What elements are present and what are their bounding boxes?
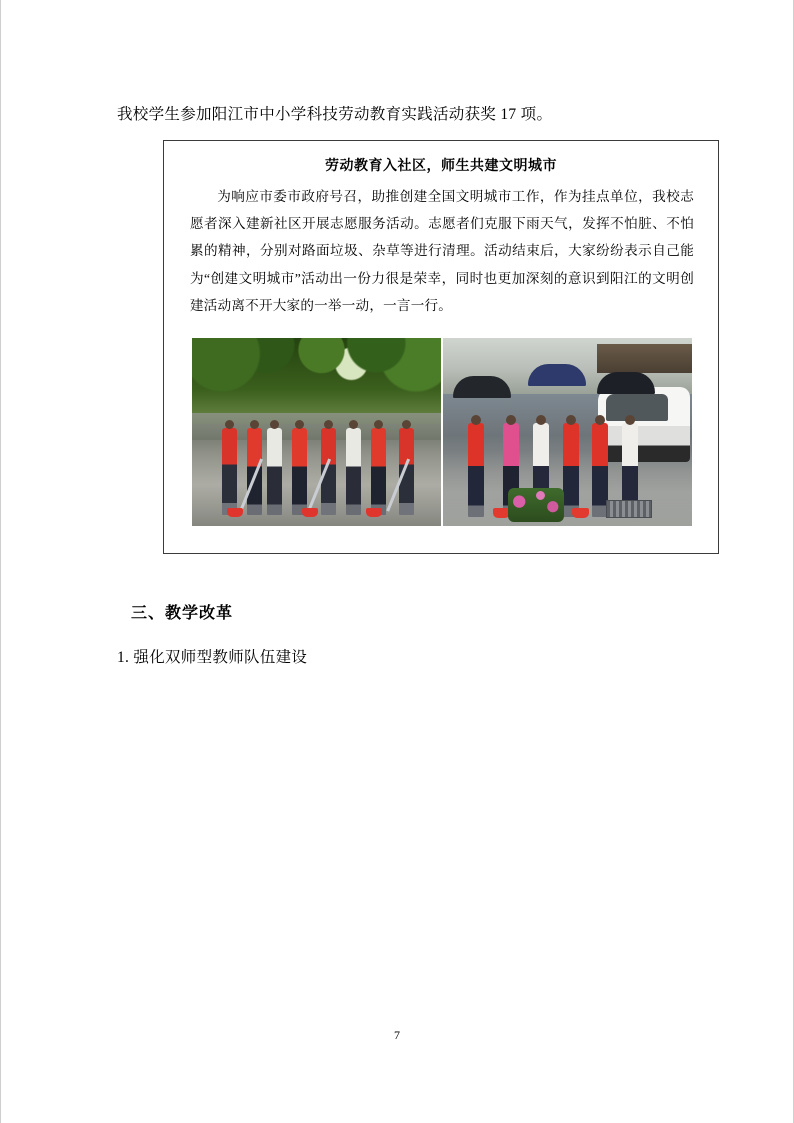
umbrella [597, 372, 655, 394]
photo-volunteers-sweeping-road [192, 338, 441, 526]
subsection-heading: 1. 强化双师型教师队伍建设 [117, 649, 308, 666]
volunteer-figure [267, 428, 282, 514]
roadside-flowers [508, 488, 564, 522]
photo-pair [192, 338, 692, 526]
dustpan [572, 508, 589, 518]
callout-paragraph: 为响应市委市政府号召，助推创建全国文明城市工作，作为挂点单位，我校志愿者深入建新社区开展志愿服务活动。志愿者们克服下雨天气，发挥不怕脏、不怕累的精神，分别对路面垃圾、杂草等进行清理。活动结束后，大家纷纷表示自己能为“创建文明城市”活动出一份力很是荣幸，同时也更加深刻的意识到阳江的文明创建活动离不开大家的一举一动，一言一行。 [190, 189, 694, 313]
dustpan [227, 508, 243, 517]
umbrella [453, 376, 511, 398]
volunteer-figure [346, 428, 361, 514]
umbrella [528, 364, 586, 386]
street-drain [606, 500, 652, 518]
photo-volunteers-with-umbrellas [443, 338, 692, 526]
intro-paragraph: 我校学生参加阳江市中小学科技劳动教育实践活动获奖 17 项。 [117, 106, 553, 123]
volunteer-figure [563, 423, 579, 517]
white-car [598, 387, 690, 462]
callout-box [163, 140, 719, 554]
page-number: 7 [394, 1028, 400, 1042]
volunteer-figure [371, 428, 386, 514]
tree-canopy [192, 338, 441, 424]
volunteer-figure [222, 428, 237, 514]
dustpan [366, 508, 382, 517]
volunteer-figure [468, 423, 484, 517]
section-heading: 三、教学改革 [131, 605, 234, 622]
volunteer-figure [292, 428, 307, 514]
dustpan [302, 508, 318, 517]
callout-title: 劳动教育入社区，师生共建文明城市 [325, 159, 557, 174]
